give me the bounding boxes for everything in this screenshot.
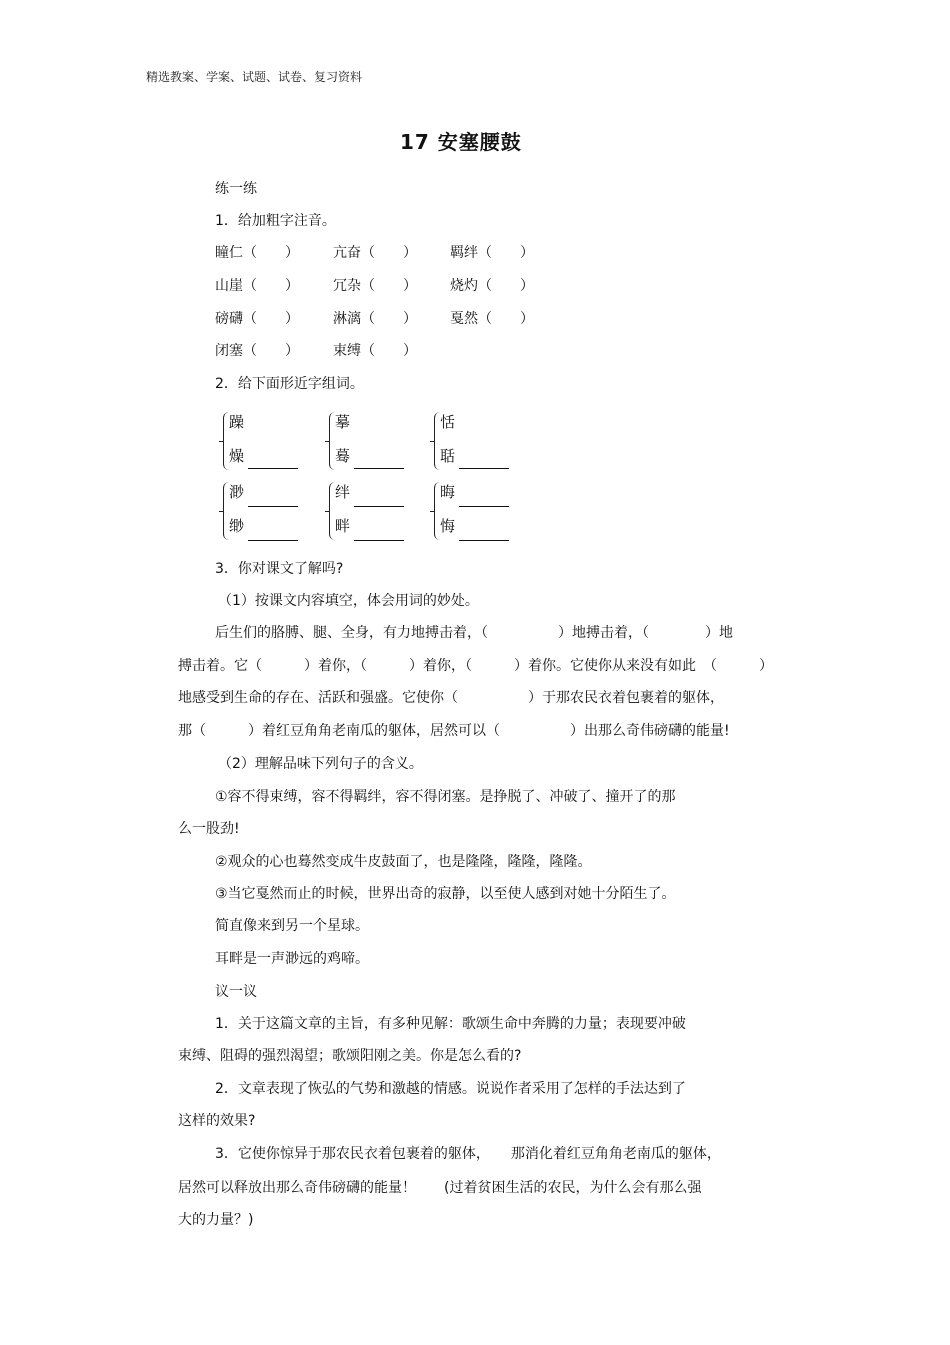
q1-item: 羁绊（ ） (450, 245, 534, 261)
q1-prompt: 1．给加粗字注音。 (215, 213, 336, 229)
discuss-line: 大的力量？) (178, 1212, 254, 1228)
sentence-line: 么一股劲! (178, 821, 240, 837)
q2-char: 蓦 (335, 447, 351, 465)
discuss-line: 1．关于这篇文章的主旨，有多种见解：歌颂生命中奔腾的力量；表现要冲破 (215, 1016, 686, 1032)
q2-prompt: 2．给下面形近字组词。 (215, 376, 364, 392)
q1-item: 冗杂（ ） (333, 278, 417, 294)
q2-char: 躁 (229, 413, 245, 431)
q2-char: 渺 (229, 483, 245, 501)
q3-prompt: 3．你对课文了解吗? (215, 561, 344, 577)
q1-item: 淋漓（ ） (333, 311, 417, 327)
q1-item: 戛然（ ） (450, 311, 534, 327)
fill-line: 搏击着。它（ ）着你，（ ）着你，（ ）着你。它使你从来没有如此 （ ） (178, 658, 773, 674)
sentence-line: 简直像来到另一个星球。 (215, 918, 369, 934)
fill-line: 那（ ）着红豆角角老南瓜的躯体，居然可以（ ）出那么奇伟磅礴的能量! (178, 723, 730, 739)
q2-char: 恬 (440, 413, 456, 431)
sentence-line: ①容不得束缚，容不得羁绊，容不得闭塞。是挣脱了、冲破了、撞开了的那 (215, 789, 676, 805)
q3-sub1: （1）按课文内容填空，体会用词的妙处。 (218, 593, 479, 609)
discuss-line: 3．它使你惊异于那农民衣着包裹着的躯体， 那消化着红豆角角老南瓜的躯体， (215, 1146, 721, 1162)
answer-blank[interactable] (248, 488, 298, 507)
q1-item: 瞳仁（ ） (215, 245, 299, 261)
discuss-line: 居然可以释放出那么奇伟磅礴的能量！ (过着贫困生活的农民，为什么会有那么强 (178, 1180, 702, 1196)
page-header: 精选教案、学案、试题、试卷、复习资料 (146, 70, 363, 84)
q2-char: 缈 (229, 517, 245, 535)
q2-char: 聒 (440, 447, 456, 465)
fill-line: 地感受到生命的存在、活跃和强盛。它使你（ ）于那农民衣着包裹着的躯体， (178, 690, 724, 706)
q2-char: 绊 (335, 483, 351, 501)
answer-blank[interactable] (459, 450, 509, 469)
sentence-line: ③当它戛然而止的时候，世界出奇的寂静，以至使人感到对她十分陌生了。 (215, 886, 676, 902)
practice-heading: 练一练 (215, 181, 257, 197)
answer-blank[interactable] (248, 522, 298, 541)
discuss-line: 2．文章表现了恢弘的气势和激越的情感。说说作者采用了怎样的手法达到了 (215, 1081, 686, 1097)
q1-item: 山崖（ ） (215, 278, 299, 294)
q1-item: 烧灼（ ） (450, 278, 534, 294)
q2-char: 晦 (440, 483, 456, 501)
q3-sub2: （2）理解品味下列句子的含义。 (218, 756, 423, 772)
sentence-line: 耳畔是一声渺远的鸡啼。 (215, 951, 369, 967)
q1-item: 亢奋（ ） (333, 245, 417, 261)
page-title: 17 安塞腰鼓 (400, 130, 522, 154)
q1-item: 束缚（ ） (333, 343, 417, 359)
discuss-line: 束缚、阻碍的强烈渴望；歌颂阳刚之美。你是怎么看的? (178, 1048, 522, 1064)
answer-blank[interactable] (248, 450, 298, 469)
q2-char: 摹 (335, 413, 351, 431)
q1-item: 磅礴（ ） (215, 311, 299, 327)
sentence-line: ②观众的心也蓦然变成牛皮鼓面了，也是隆隆，隆隆，隆隆。 (215, 854, 592, 870)
answer-blank[interactable] (459, 488, 509, 507)
discuss-heading: 议一议 (215, 984, 257, 1000)
fill-line: 后生们的胳膊、腿、全身，有力地搏击着，（ ）地搏击着，（ ）地 (215, 625, 733, 641)
discuss-line: 这样的效果? (178, 1113, 256, 1129)
q2-char: 燥 (229, 447, 245, 465)
answer-blank[interactable] (354, 488, 404, 507)
answer-blank[interactable] (459, 522, 509, 541)
q1-item: 闭塞（ ） (215, 343, 299, 359)
q2-char: 畔 (335, 517, 351, 535)
answer-blank[interactable] (354, 450, 404, 469)
answer-blank[interactable] (354, 522, 404, 541)
q2-char: 悔 (440, 517, 456, 535)
